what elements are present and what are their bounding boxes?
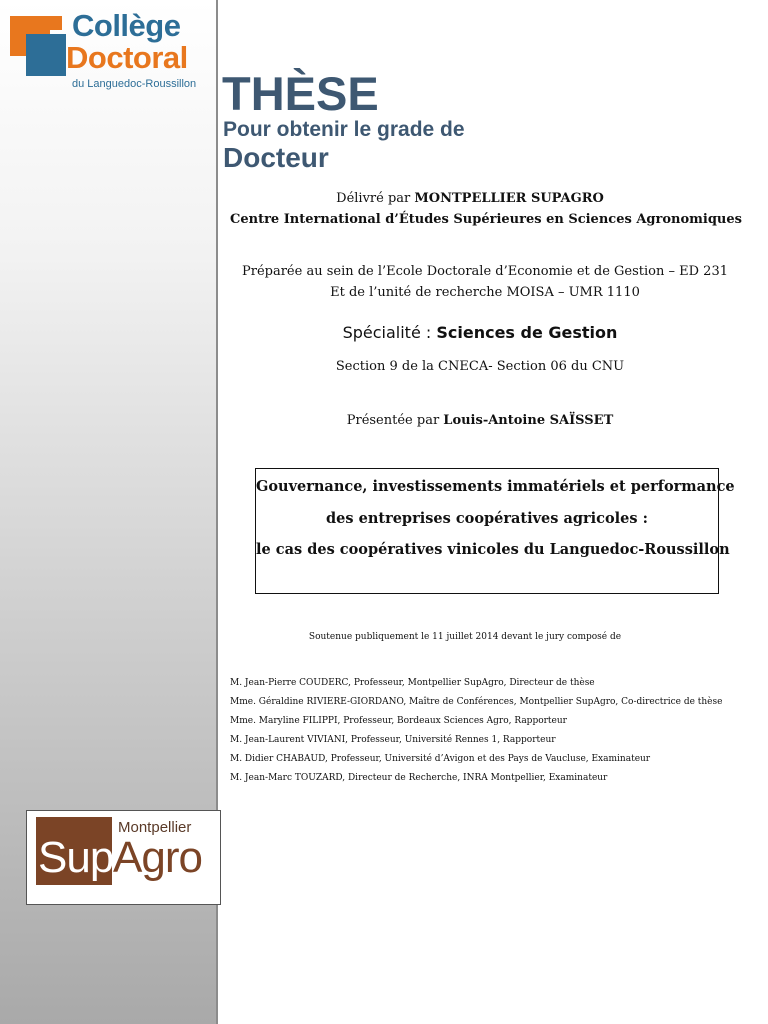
preparation-line-1: Préparée au sein de l’Ecole Doctorale d’Economie et de Gestion – ED 231 [241, 264, 728, 279]
specialite-line [230, 323, 730, 342]
defense-statement: Soutenue publiquement le 11 juillet 2014 devant le jury composé de [308, 632, 622, 642]
thesis-title-box [255, 468, 735, 594]
section-line: Section 9 de la CNECA- Section 06 du CNU [335, 359, 625, 374]
author-name: Louis-Antoine SAÏSSET [443, 413, 614, 428]
jury-member: M. Jean-Laurent VIVIANI, Professeur, Université Rennes 1, Rapporteur [230, 735, 556, 745]
specialite-value: Sciences de Gestion [436, 323, 618, 342]
delivery-institution: MONTPELLIER SUPAGRO [414, 191, 604, 206]
logo-text-doctoral: Doctoral [66, 40, 188, 75]
thesis-title-line-1: Gouvernance, investissements immatériels et performance [256, 478, 735, 495]
jury-member: Mme. Géraldine RIVIERE-GIORDANO, Maître de Conférences, Montpellier SupAgro, Co-directrice de thèse [230, 697, 723, 707]
supagro-text-sup: Sup [38, 833, 114, 882]
delivery-prefix: Délivré par [336, 191, 415, 206]
thesis-title-line-2: des entreprises coopératives agricoles : [326, 510, 648, 527]
jury-list [230, 674, 722, 788]
jury-member: M. Jean-Pierre COUDERC, Professeur, Montpellier SupAgro, Directeur de thèse [230, 678, 595, 688]
supagro-text-agro: Agro [113, 833, 202, 882]
jury-member: Mme. Maryline FILIPPI, Professeur, Bordeaux Sciences Agro, Rapporteur [230, 716, 567, 726]
presenter-prefix: Présentée par [346, 413, 444, 428]
logo-square-blue [26, 34, 66, 76]
college-doctoral-logo [10, 8, 210, 96]
thesis-title-line-3: le cas des coopératives vinicoles du Languedoc-Roussillon [256, 541, 730, 558]
logo-text-college: Collège [72, 8, 181, 43]
specialite-label: Spécialité : [342, 323, 437, 342]
jury-member: M. Jean-Marc TOUZARD, Directeur de Recherche, INRA Montpellier, Examinateur [230, 773, 608, 783]
presenter-line [230, 413, 730, 428]
logo-square-orange-small [48, 16, 62, 30]
page-title: THÈSE [222, 67, 379, 120]
page-subtitle: Pour obtenir le grade de [223, 118, 465, 141]
degree-title: Docteur [223, 142, 329, 173]
logo-text-region: du Languedoc-Roussillon [72, 78, 197, 90]
delivery-line [230, 191, 710, 206]
jury-member: M. Didier CHABAUD, Professeur, Université d’Avigon et des Pays de Vaucluse, Examinateur [230, 754, 651, 764]
preparation-line-2: Et de l’unité de recherche MOISA – UMR 1110 [330, 285, 640, 300]
supagro-text-montpellier: Montpellier [118, 819, 192, 836]
supagro-logo [26, 810, 221, 905]
centre-line: Centre International d’Études Supérieures en Sciences Agronomiques [230, 212, 742, 227]
